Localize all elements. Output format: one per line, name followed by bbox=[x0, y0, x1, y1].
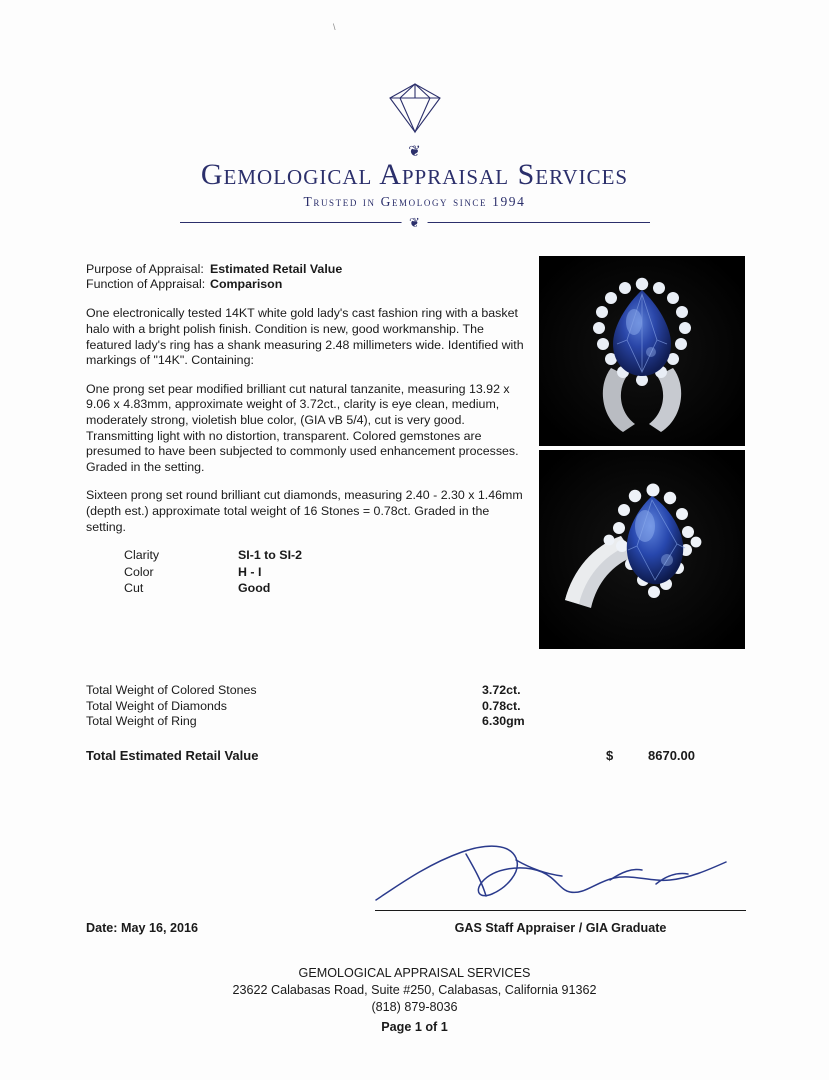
totals-row bbox=[86, 714, 746, 730]
header-divider bbox=[180, 216, 650, 230]
description-paragraph-3: Sixteen prong set round brilliant cut diamonds, measuring 2.40 - 2.30 x 1.46mm (depth est.) approximate total weight of 16 Stones = 0.78ct. Graded in the setting. bbox=[86, 488, 523, 534]
signature-caption: GAS Staff Appraiser / GIA Graduate bbox=[454, 921, 667, 935]
description-paragraph-1: One electronically tested 14KT white gold lady's cast fashion ring with a basket halo with a bright polish finish. Condition is new, good workmanship. The featured lady's ring has a shank measuring 2.48 millimeters wide. Identified with markings of "14K". Containing: bbox=[86, 306, 524, 368]
signature-line bbox=[375, 910, 746, 911]
function-label: Function of Appraisal: bbox=[86, 277, 206, 292]
diamond-icon bbox=[0, 80, 829, 143]
purpose-row bbox=[86, 262, 532, 277]
totals-row bbox=[86, 699, 746, 715]
footer-address: 23622 Calabasas Road, Suite #250, Calabasas, California 91362 bbox=[232, 983, 597, 997]
total-diamonds-value: 0.78ct. bbox=[482, 698, 521, 713]
totals-row bbox=[86, 683, 746, 699]
company-name: Gemological Appraisal Services bbox=[200, 158, 629, 191]
grand-total-amount: 8670.00 bbox=[648, 748, 695, 763]
spec-label-clarity: Clarity bbox=[124, 548, 160, 563]
spec-label-color: Color bbox=[124, 564, 154, 579]
spec-row bbox=[124, 564, 532, 581]
spec-row bbox=[124, 580, 532, 597]
divider-flourish: ❦ bbox=[401, 216, 428, 229]
document-header bbox=[0, 80, 829, 230]
description-paragraph-2: One prong set pear modified brilliant cut natural tanzanite, measuring 13.92 x 9.06 x 4.83mm, approximate weight of 3.72ct., clarity is eye clean, medium, moderately strong, violetish blue color, (GIA vB 5/4), cut is very good. Transmitting light with no distortion, transparent. Colored gemstones are presumed to have been subjected to commonly used enhancement processes. Graded in the setting. bbox=[86, 381, 519, 474]
spec-row bbox=[124, 547, 532, 564]
ring-photo-angle bbox=[539, 450, 745, 649]
spec-label-cut: Cut bbox=[124, 581, 144, 596]
total-colored-stones-value: 3.72ct. bbox=[482, 683, 521, 697]
grand-total-row bbox=[86, 748, 746, 763]
company-tagline: Trusted in Gemology since 1994 bbox=[303, 193, 526, 209]
document-footer bbox=[0, 965, 829, 1036]
scan-artifact: \ bbox=[333, 22, 336, 32]
footer-phone: (818) 879-8036 bbox=[371, 1000, 458, 1014]
diamond-specs-table bbox=[124, 547, 532, 597]
totals-section bbox=[86, 683, 746, 730]
total-colored-stones-label: Total Weight of Colored Stones bbox=[86, 683, 257, 697]
signature-mark bbox=[370, 838, 746, 910]
function-row bbox=[86, 277, 532, 292]
function-value: Comparison bbox=[210, 277, 283, 292]
purpose-value: Estimated Retail Value bbox=[210, 262, 343, 276]
appraisal-body bbox=[86, 262, 532, 597]
total-ring-weight-value: 6.30gm bbox=[482, 714, 525, 729]
spec-value-color: H - I bbox=[238, 564, 262, 579]
footer-company: GEMOLOGICAL APPRAISAL SERVICES bbox=[298, 966, 531, 980]
ring-photo-top bbox=[539, 256, 745, 446]
purpose-label: Purpose of Appraisal: bbox=[86, 262, 204, 276]
spec-value-cut: Good bbox=[238, 581, 271, 596]
appraisal-date: Date: May 16, 2016 bbox=[86, 921, 199, 935]
total-ring-weight-label: Total Weight of Ring bbox=[86, 714, 197, 729]
header-flourish-top: ❦ bbox=[408, 143, 421, 160]
footer-page-number: Page 1 of 1 bbox=[381, 1020, 448, 1034]
grand-total-currency: $ bbox=[606, 748, 614, 763]
total-diamonds-label: Total Weight of Diamonds bbox=[86, 698, 227, 713]
grand-total-label: Total Estimated Retail Value bbox=[86, 748, 259, 763]
spec-value-clarity: SI-1 to SI-2 bbox=[238, 548, 303, 563]
